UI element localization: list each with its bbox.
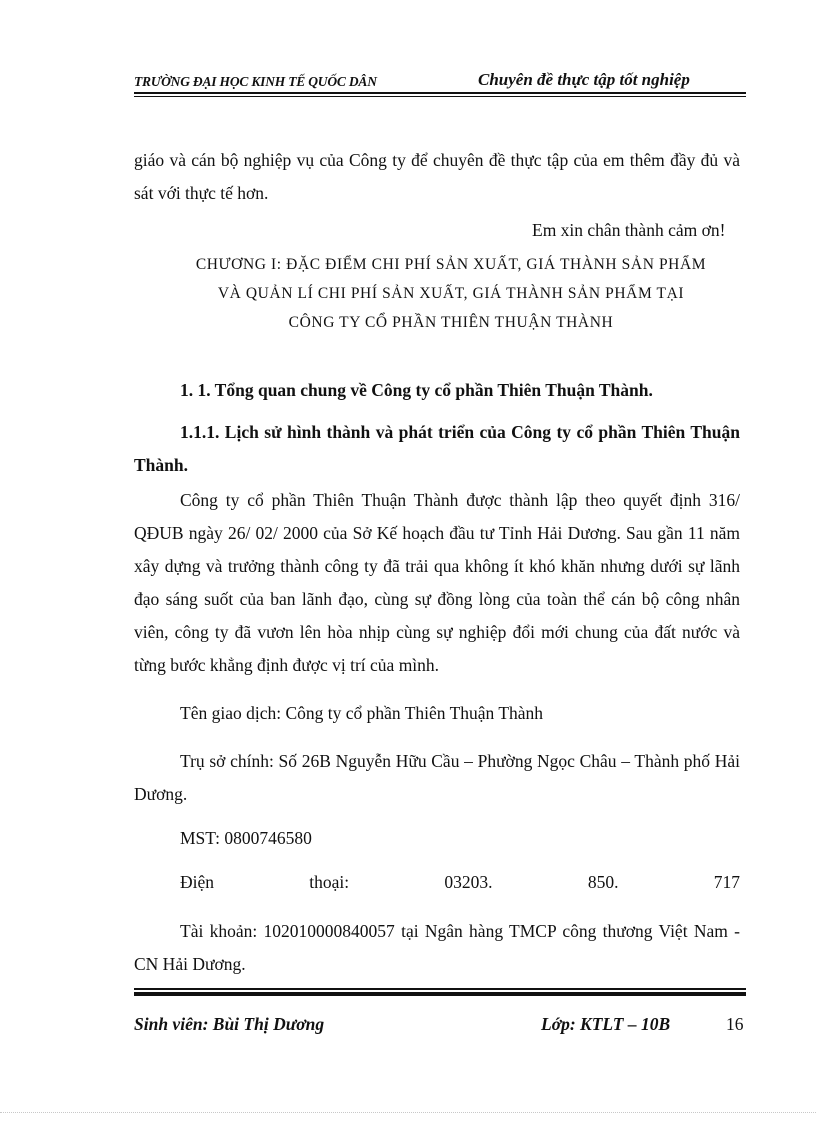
intro-paragraph: giáo và cán bộ nghiệp vụ của Công ty để chuyên đề thực tập của em thêm đầy đủ và sát với thực tế hơn. <box>134 150 740 203</box>
footer-student: Sinh viên: Bùi Thị Dương <box>134 1014 325 1034</box>
footer-class: Lớp: KTLT – 10B <box>541 1014 671 1034</box>
history-paragraph: Công ty cổ phần Thiên Thuận Thành được thành lập theo quyết định 316/ QĐUB ngày 26/ 02/ 2000 của Sở Kế hoạch đầu tư Tỉnh Hải Dương. Sau gần 11 năm xây dựng và trưởng thành công ty đã trải qua không ít khó khăn nhưng dưới sự lãnh đạo sáng suốt của ban lãnh đạo, cùng sự đồng lòng của toàn thể cán bộ công nhân viên, công ty đã vươn lên hòa nhịp cùng sự nghiệp đổi mới chung của đất nước và từng bước khẳng định được vị trí của mình. <box>134 490 740 675</box>
phone-line <box>180 872 740 893</box>
phone-part-3: 717 <box>713 872 740 892</box>
header-divider <box>134 92 746 94</box>
chapter-title <box>134 250 768 337</box>
header-university: TRƯỜNG ĐẠI HỌC KINH TẾ QUỐC DÂN <box>134 74 377 89</box>
footer-divider-thick <box>134 992 746 996</box>
chapter-title-line-3: CÔNG TY CỔ PHẦN THIÊN THUẬN THÀNH <box>288 314 614 331</box>
chapter-title-line-1: CHƯƠNG I: ĐẶC ĐIỂM CHI PHÍ SẢN XUẤT, GIÁ THÀNH SẢN PHẨM <box>195 256 707 273</box>
phone-label: Điện <box>180 872 215 892</box>
bank-account: Tài khoản: 102010000840057 tại Ngân hàng TMCP công thương Việt Nam - CN Hải Dương. <box>134 921 740 974</box>
header-divider-thin <box>134 96 746 97</box>
page-number: 16 <box>726 1014 744 1034</box>
head-office: Trụ sở chính: Số 26B Nguyễn Hữu Cầu – Phường Ngọc Châu – Thành phố Hải Dương. <box>134 751 740 804</box>
phone-label-2: thoại: <box>309 872 350 892</box>
footer-divider <box>134 988 746 990</box>
tax-code: MST: 0800746580 <box>180 828 312 848</box>
trade-name: Tên giao dịch: Công ty cổ phần Thiên Thuận Thành <box>180 703 544 723</box>
phone-part-2: 850. <box>587 872 619 892</box>
header-report-title: Chuyên đề thực tập tốt nghiệp <box>478 70 690 89</box>
section-heading: 1. 1. Tổng quan chung về Công ty cổ phần Thiên Thuận Thành. <box>180 380 653 400</box>
page-edge-dotted-line <box>0 1112 816 1113</box>
phone-part-1: 03203. <box>444 872 493 892</box>
chapter-title-line-2: VÀ QUẢN LÍ CHI PHÍ SẢN XUẤT, GIÁ THÀNH SẢN PHẨM TẠI <box>217 285 685 302</box>
subsection-heading: 1.1.1. Lịch sử hình thành và phát triển của Công ty cổ phần Thiên Thuận Thành. <box>134 422 740 475</box>
thanks-line: Em xin chân thành cảm ơn! <box>532 220 726 240</box>
